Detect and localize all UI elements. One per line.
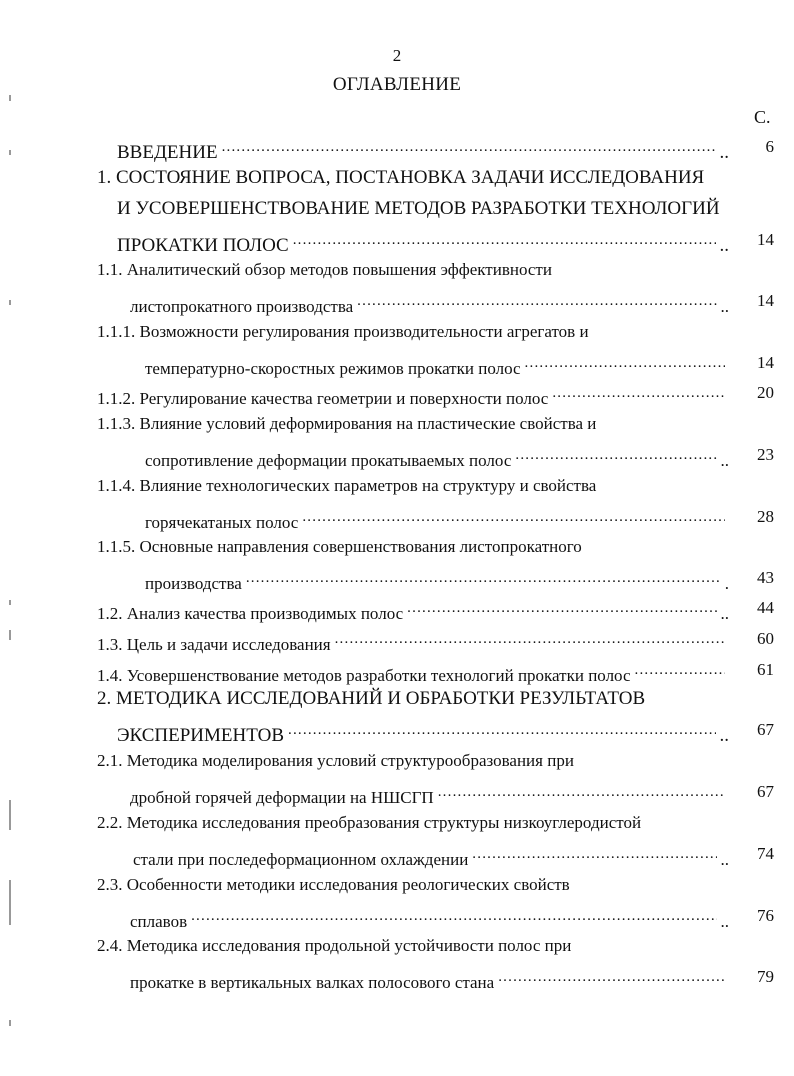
toc-entry-text: листопрокатного производства	[130, 297, 354, 316]
toc-page-number: 28	[757, 507, 774, 526]
page-number: 2	[392, 46, 402, 65]
leader-dots	[472, 843, 716, 865]
toc-entry-2-1	[130, 781, 729, 809]
toc-entry-chapter-1-line-2: И УСОВЕРШЕНСТВОВАНИЕ МЕТОДОВ РАЗРАБОТКИ ТЕХНОЛОГИЙ	[117, 198, 720, 219]
toc-page-number: 60	[757, 629, 774, 648]
toc-entry-1-1-4-line-1: 1.1.4. Влияние технологических параметров на структуру и свойства	[97, 476, 597, 495]
toc-entry-1-1-2	[97, 382, 729, 410]
toc-entry-1-1-3	[145, 444, 729, 472]
toc-entry-1-1-5-line-1: 1.1.5. Основные направления совершенствования листопрокатного	[97, 537, 582, 556]
toc-entry-chapter-1	[117, 229, 729, 257]
toc-entry-text: стали при последеформационном охлаждении	[133, 850, 469, 869]
leader-dots	[515, 444, 716, 466]
toc-entry-1-1-1-line-1: 1.1.1. Возможности регулирования производительности агрегатов и	[97, 322, 589, 341]
scan-mark	[9, 1020, 11, 1026]
toc-entry-1-1-5	[145, 567, 729, 595]
toc-page-number: 14	[757, 291, 774, 310]
toc-page-number: 79	[757, 967, 774, 986]
toc-page-number: 23	[757, 445, 774, 464]
toc-entry-1-4	[97, 659, 729, 687]
leader-end: ..	[720, 850, 729, 869]
toc-entry-text: сопротивление деформации прокатываемых полос	[145, 451, 512, 470]
leader-dots	[498, 966, 725, 988]
leader-end: ..	[720, 604, 729, 623]
leader-dots	[357, 290, 716, 312]
page-column-label: С.	[754, 107, 771, 127]
toc-page-number: 6	[765, 137, 774, 156]
toc-page-number: 74	[757, 844, 774, 863]
leader-dots	[288, 719, 715, 741]
toc-entry-2-3-line-1: 2.3. Особенности методики исследования реологических свойств	[97, 875, 570, 894]
toc-entry-chapter-2	[117, 719, 729, 747]
toc-page-number: 44	[757, 598, 774, 617]
leader-dots	[222, 136, 716, 158]
toc-page-number: 14	[757, 353, 774, 372]
scan-mark	[9, 600, 11, 605]
toc-entry-text: 1.1.2. Регулирование качества геометрии и поверхности полос	[97, 389, 549, 408]
toc-entry-1-1-line-1: 1.1. Аналитический обзор методов повышения эффективности	[97, 260, 552, 279]
scan-mark	[9, 880, 11, 925]
toc-entry-text: 1.3. Цель и задачи исследования	[97, 635, 331, 654]
leader-end: ..	[720, 912, 729, 931]
toc-entry-text: ПРОКАТКИ ПОЛОС	[117, 235, 289, 256]
toc-entry-2-3	[130, 905, 729, 933]
scan-mark	[9, 800, 11, 830]
leader-end: ..	[720, 451, 729, 470]
toc-page-number: 20	[757, 383, 774, 402]
toc-entry-1-1	[130, 290, 729, 318]
toc-entry-text: прокатке в вертикальных валках полосового стана	[130, 973, 495, 992]
leader-dots	[635, 659, 725, 681]
scan-mark	[9, 95, 11, 101]
toc-page-number: 76	[757, 906, 774, 925]
toc-entry-text: 1.2. Анализ качества производимых полос	[97, 604, 404, 623]
scan-mark	[9, 300, 11, 305]
toc-entry-1-1-1	[145, 352, 729, 380]
toc-entry-text: горячекатаных полос	[145, 513, 299, 532]
toc-entry-text: ЭКСПЕРИМЕНТОВ	[117, 725, 285, 746]
toc-page-number: 14	[757, 230, 774, 249]
toc-entry-chapter-1-line-1: 1. СОСТОЯНИЕ ВОПРОСА, ПОСТАНОВКА ЗАДАЧИ ИССЛЕДОВАНИЯ	[97, 167, 705, 188]
leader-dots	[552, 382, 725, 404]
toc-entry-1-1-4	[145, 506, 729, 534]
leader-dots	[246, 567, 721, 589]
toc-entry-1-2	[97, 597, 729, 625]
leader-dots	[438, 781, 725, 803]
toc-page-number: 61	[757, 660, 774, 679]
leader-end: ..	[720, 297, 729, 316]
toc-entry-chapter-2-line-1: 2. МЕТОДИКА ИССЛЕДОВАНИЙ И ОБРАБОТКИ РЕЗУЛЬТАТОВ	[97, 688, 646, 709]
toc-entry-2-4-line-1: 2.4. Методика исследования продольной устойчивости полос при	[97, 936, 572, 955]
scan-mark	[9, 150, 11, 155]
leader-end: ..	[719, 725, 729, 746]
leader-end: .	[724, 574, 729, 593]
toc-entry-2-4	[130, 966, 729, 994]
leader-dots	[525, 352, 725, 374]
leader-dots	[293, 229, 716, 251]
toc-entry-2-2-line-1: 2.2. Методика исследования преобразования структуры низкоуглеродистой	[97, 813, 642, 832]
toc-entry-introduction	[117, 136, 729, 164]
leader-dots	[191, 905, 716, 927]
toc-page-number: 43	[757, 568, 774, 587]
toc-entry-text: ВВЕДЕНИЕ	[117, 142, 218, 163]
toc-entry-text: 1.4. Усовершенствование методов разработки технологий прокатки полос	[97, 666, 631, 685]
toc-entry-1-3	[97, 628, 729, 656]
toc-title: ОГЛАВЛЕНИЕ	[332, 74, 462, 95]
leader-end: ..	[719, 142, 729, 163]
toc-page-number: 67	[757, 782, 774, 801]
leader-dots	[407, 597, 716, 619]
leader-dots	[335, 628, 725, 650]
toc-entry-text: сплавов	[130, 912, 188, 931]
toc-entry-1-1-3-line-1: 1.1.3. Влияние условий деформирования на пластические свойства и	[97, 414, 597, 433]
toc-entry-text: производства	[145, 574, 242, 593]
scan-mark	[9, 630, 11, 640]
toc-entry-2-1-line-1: 2.1. Методика моделирования условий структурообразования при	[97, 751, 574, 770]
leader-end: ..	[719, 235, 729, 256]
leader-dots	[302, 506, 725, 528]
toc-entry-2-2	[133, 843, 729, 871]
toc-entry-text: температурно-скоростных режимов прокатки полос	[145, 359, 521, 378]
toc-page-number: 67	[757, 720, 774, 739]
toc-entry-text: дробной горячей деформации на НШСГП	[130, 788, 434, 807]
